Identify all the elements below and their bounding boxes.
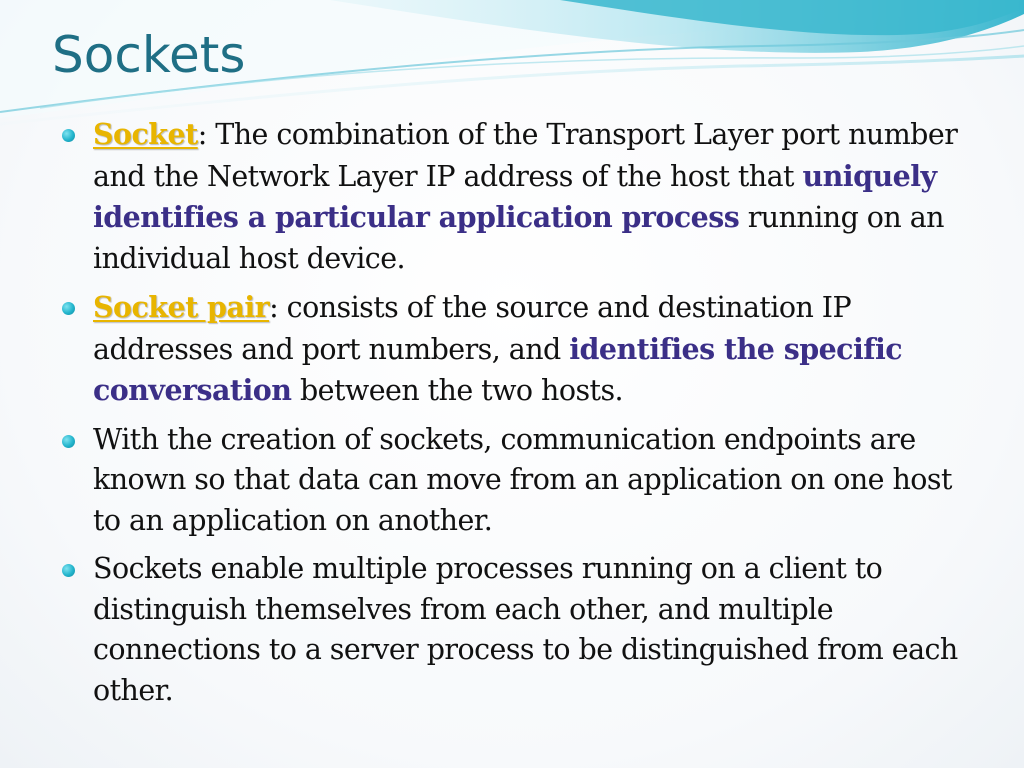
bullet-item-endpoints	[62, 420, 962, 542]
bullet-icon	[62, 564, 75, 577]
bullet-icon	[62, 129, 75, 142]
bullet-list	[62, 114, 962, 719]
bullet-text: With the creation of sockets, communication endpoints are known so that data can move from an application on one host to an application on another.	[93, 422, 952, 537]
bullet-text: Sockets enable multiple processes running on a client to distinguish themselves from each other, and multiple connections to a server process to be distinguished from each other.	[93, 552, 958, 707]
bullet-icon	[62, 302, 75, 315]
bullet-icon	[62, 435, 75, 448]
bullet-item-socket	[62, 114, 962, 279]
bullet-text-tail: between the two hosts.	[291, 374, 624, 407]
bullet-text-tail: running on an individual host device.	[93, 201, 944, 275]
bullet-text: : The combination of the Transport Layer port number and the Network Layer IP address of the host that	[93, 118, 958, 193]
emphasis-text: identifies the specific conversation	[93, 331, 903, 407]
emphasis-text: uniquely identifies a particular application process	[93, 158, 937, 234]
slide-title: Sockets	[52, 26, 246, 84]
term-socket: Socket	[93, 117, 198, 151]
bullet-text: : consists of the source and destination IP addresses and port numbers, and	[93, 291, 852, 366]
bullet-item-multiple-processes	[62, 549, 962, 711]
term-socket-pair: Socket pair	[93, 290, 270, 324]
bullet-item-socket-pair	[62, 287, 962, 412]
